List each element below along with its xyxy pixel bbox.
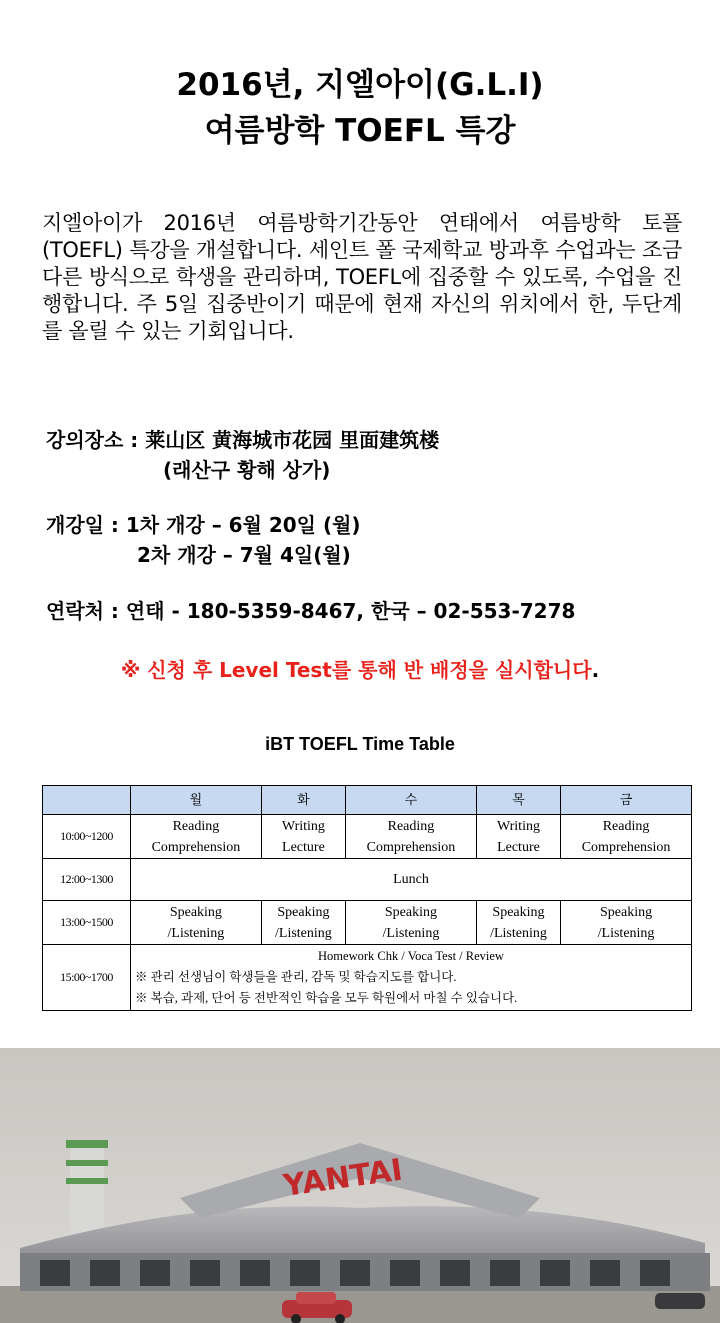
day-tue: 화 [261,786,345,815]
venue-korean: (래산구 황해 상가) [163,458,331,482]
opening-block [46,510,361,570]
title-line-1: 2016년, 지엘아이(G.L.I) [176,67,544,103]
table-row [43,945,692,1011]
homework-note-2: ※ 복습, 과제, 단어 등 전반적인 학습을 모두 학원에서 마칠 수 있습니다. [135,991,518,1005]
homework-cell [131,945,692,1011]
class-cell: Speaking /Listening [131,901,262,945]
time-cell: 13:00~1500 [43,901,131,945]
day-fri: 금 [561,786,692,815]
table-row [43,901,692,945]
class-cell: Writing Lecture [261,815,345,859]
contact-value: 연태 - 180-5359-8467, 한국 – 02-553-7278 [125,599,576,623]
table-row [43,815,692,859]
class-cell: Speaking /Listening [346,901,477,945]
class-cell: Writing Lecture [476,815,560,859]
homework-note-1: ※ 관리 선생님이 학생들을 관리, 감독 및 학습지도를 합니다. [135,970,457,984]
page-title [0,62,720,154]
notice [0,654,720,683]
opening-label: 개강일 : [46,513,119,537]
opening-second: 2차 개강 – 7월 4일(월) [137,543,351,567]
opening-first: 1차 개강 – 6월 20일 (월) [125,513,361,537]
title-line-2: 여름방학 TOEFL 특강 [204,113,516,149]
table-row [43,859,692,901]
yantai-sign-text: YANTAI [281,1152,405,1204]
class-cell: Speaking /Listening [561,901,692,945]
day-mon: 월 [131,786,262,815]
venue-block [46,425,439,485]
intro-paragraph: 지엘아이가 2016년 여름방학기간동안 연태에서 여름방학 토플(TOEFL) 특강을 개설합니다. 세인트 폴 국제학교 방과후 수업과는 조금 다른 방식으로 학생을 관리하며, TOEFL에 집중할 수 있도록, 수업을 진행합니다. 주 5일 집중반이기 때문에 현재 자신의 위치에서 한, 두단계를 올릴 수 있는 기회입니다. [42,211,682,343]
contact-block [46,596,575,626]
class-cell: Reading Comprehension [346,815,477,859]
notice-text: ※ 신청 후 Level Test를 통해 반 배정을 실시합니다 [120,658,592,682]
lunch-cell: Lunch [131,859,692,901]
timetable-header-row [43,786,692,815]
class-cell: Reading Comprehension [131,815,262,859]
class-cell: Speaking /Listening [261,901,345,945]
notice-period: . [591,658,600,682]
venue-value: 莱山区 黄海城市花园 里面建筑楼 [145,428,440,452]
day-thu: 목 [476,786,560,815]
class-cell: Speaking /Listening [476,901,560,945]
day-wed: 수 [346,786,477,815]
time-cell: 12:00~1300 [43,859,131,901]
contact-label: 연락처 : [46,599,119,623]
timetable [42,785,692,1011]
timetable-title: iBT TOEFL Time Table [265,734,455,754]
time-cell: 15:00~1700 [43,945,131,1011]
yantai-station-photo [0,1048,720,1323]
venue-label: 강의장소 : [46,428,139,452]
homework-title: Homework Chk / Voca Test / Review [318,949,504,963]
corner-cell [43,786,131,815]
time-cell: 10:00~1200 [43,815,131,859]
class-cell: Reading Comprehension [561,815,692,859]
